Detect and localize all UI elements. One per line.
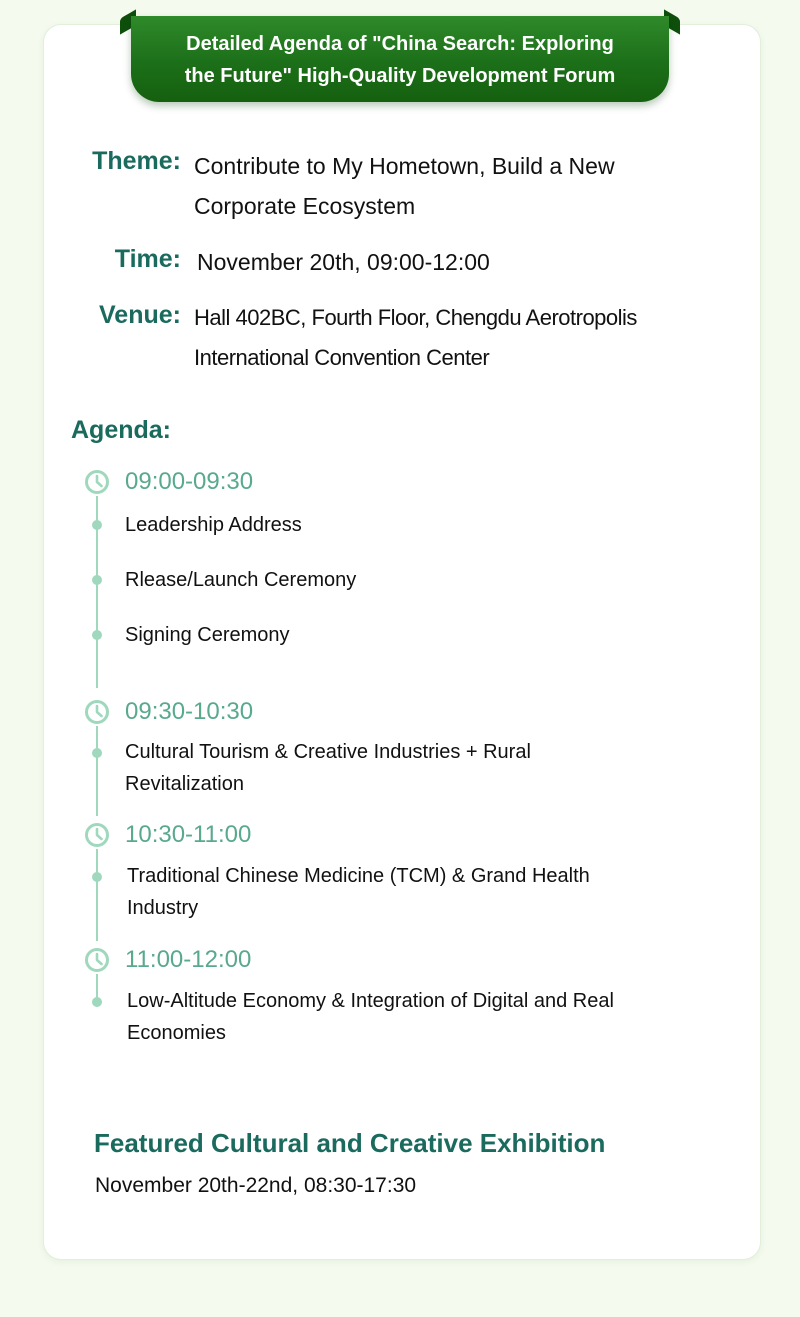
timeline-dot: [92, 520, 102, 530]
agenda-item: Rlease/Launch Ceremony: [125, 569, 357, 591]
theme-value-line-1: Contribute to My Hometown, Build a New: [194, 153, 615, 179]
slot-time: 09:30-10:30: [125, 698, 254, 725]
clock-icon: [84, 699, 110, 725]
slot-time: 09:00-09:30: [125, 468, 254, 495]
slot-time: 10:30-11:00: [125, 821, 252, 848]
agenda-item-line-1: Cultural Tourism & Creative Industries + Rural: [125, 741, 531, 763]
exhibition-time: November 20th-22nd, 08:30-17:30: [95, 1174, 417, 1197]
timeline-dot: [92, 575, 102, 585]
title-line-1: Detailed Agenda of "China Search: Exploring: [186, 33, 614, 55]
clock-icon: [84, 947, 110, 973]
timeline-dot: [92, 997, 102, 1007]
exhibition-title: Featured Cultural and Creative Exhibition: [94, 1128, 606, 1158]
time-value: November 20th, 09:00-12:00: [197, 249, 490, 275]
theme-value-line-2: Corporate Ecosystem: [194, 193, 416, 219]
clock-icon: [84, 822, 110, 848]
venue-label: Venue:: [99, 301, 181, 329]
agenda-item: Leadership Address: [125, 514, 302, 536]
agenda-item-line-1: Traditional Chinese Medicine (TCM) & Grand Health: [127, 865, 590, 887]
time-label: Time:: [114, 245, 181, 273]
clock-icon: [84, 469, 110, 495]
theme-label: Theme:: [92, 147, 181, 175]
venue-value-line-2: International Convention Center: [194, 345, 490, 370]
agenda-item-line-2: Industry: [127, 897, 199, 919]
agenda-item-line-1: Low-Altitude Economy & Integration of Digital and Real: [127, 990, 614, 1012]
timeline-dot: [92, 748, 102, 758]
timeline-segment: [96, 849, 98, 941]
title-line-2: the Future" High-Quality Development Forum: [184, 65, 616, 87]
agenda-item-line-2: Revitalization: [125, 773, 244, 795]
title-ribbon: [131, 16, 669, 102]
timeline-dot: [92, 630, 102, 640]
venue-value-line-1: Hall 402BC, Fourth Floor, Chengdu Aerotropolis: [194, 305, 637, 330]
timeline-dot: [92, 872, 102, 882]
timeline-segment: [96, 726, 98, 816]
slot-time: 11:00-12:00: [125, 946, 252, 973]
agenda-item-line-2: Economies: [127, 1022, 226, 1044]
agenda-item: Signing Ceremony: [125, 624, 290, 646]
agenda-heading: Agenda:: [71, 416, 171, 444]
